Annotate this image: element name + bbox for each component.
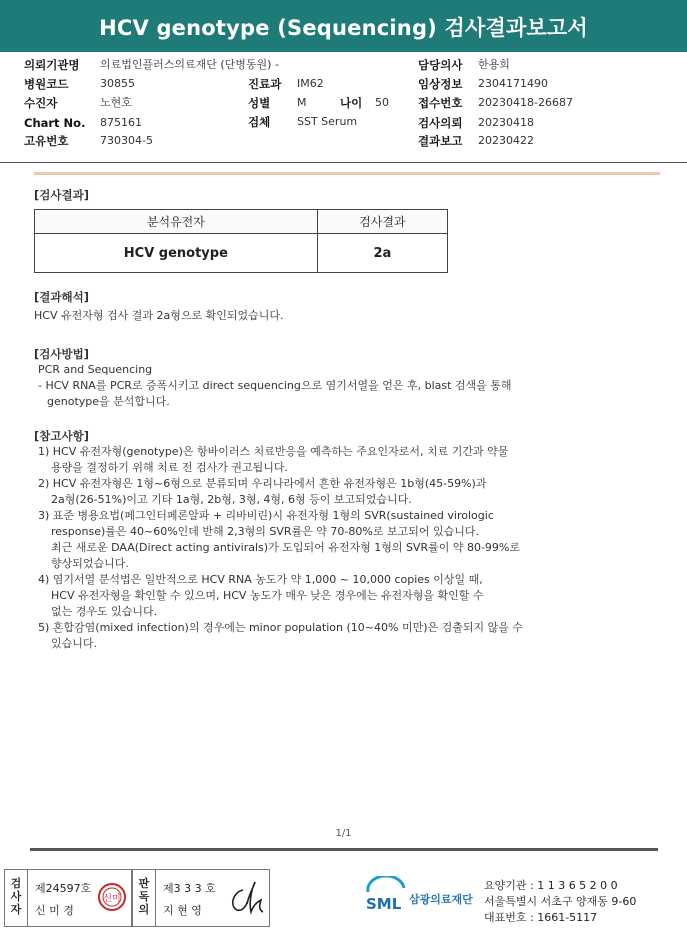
- results-table: [34, 209, 448, 273]
- receipt-value: 20230418-26687: [478, 96, 573, 109]
- method-line: genotype을 분석합니다.: [47, 395, 170, 408]
- reviewer-box: [132, 869, 270, 927]
- tester-box: [4, 869, 132, 927]
- tester-seal-text: 신미: [103, 894, 121, 904]
- reviewer-name: 지 현 영: [163, 904, 202, 917]
- report-date-value: 20230422: [478, 134, 534, 147]
- page-number: 1/1: [335, 828, 352, 839]
- phone: 대표번호 : 1661-5117: [484, 911, 598, 924]
- tester-seal-icon: [97, 882, 127, 912]
- dept-value: IM62: [297, 77, 324, 90]
- table-row: [35, 234, 448, 273]
- logo-text: SML: [366, 895, 402, 913]
- patient-value: 노현호: [100, 96, 132, 109]
- signature-icon: [225, 876, 267, 920]
- address: 서울특별시 서초구 양재동 9-60: [484, 895, 637, 908]
- method-line: PCR and Sequencing: [38, 363, 153, 376]
- header-divider: [0, 162, 687, 163]
- institution-value: 의료법인플러스의료재단 (단병동원) -: [100, 58, 279, 71]
- results-heading: [검사결과]: [34, 188, 89, 202]
- note-line: 없는 경우도 있습니다.: [51, 605, 158, 618]
- sex-value: M: [297, 96, 307, 109]
- age-value: 50: [375, 96, 389, 109]
- patient-label: 수진자: [24, 96, 58, 110]
- chart-value: 875161: [100, 116, 142, 129]
- note-line: 2a형(26-51%)이고 기타 1a형, 2b형, 3형, 4형, 6형 등이 보고되었습니다.: [51, 493, 412, 506]
- method-line: - HCV RNA를 PCR로 증폭시키고 direct sequencing으로 염기서열을 얻은 후, blast 검색을 통해: [38, 379, 512, 392]
- note-line: response)률은 40~60%인데 반해 2,3형의 SVR률은 약 70-80%로 보고되어 있습니다.: [51, 525, 479, 538]
- note-line: 1) HCV 유전자형(genotype)은 항바이러스 치료반응을 예측하는 주요인자로서, 치료 기간과 약물: [38, 445, 509, 458]
- hospital-code-value: 30855: [100, 77, 135, 90]
- note-line: 있습니다.: [51, 637, 98, 650]
- note-line: 용량을 결정하기 위해 치료 전 검사가 권고됩니다.: [51, 461, 288, 474]
- foundation-name: 삼광의료재단: [409, 893, 473, 906]
- age-label: 나이: [340, 96, 363, 110]
- col-gene-header: 분석유전자: [35, 210, 318, 234]
- sex-label: 성별: [248, 96, 271, 110]
- section-band: [34, 172, 660, 175]
- dept-label: 진료과: [248, 77, 282, 91]
- note-line: 2) HCV 유전자형은 1형~6형으로 분류되며 우리나라에서 흔한 유전자형은 1b형(45-59%)과: [38, 477, 487, 490]
- request-value: 20230418: [478, 116, 534, 129]
- clinical-value: 2304171490: [478, 77, 548, 90]
- institution-label: 의뢰기관명: [24, 58, 80, 72]
- tester-name: 신 미 경: [35, 904, 74, 917]
- request-label: 검사의뢰: [418, 116, 463, 130]
- reviewer-label: 판 독 의: [138, 877, 150, 916]
- doctor-value: 한용희: [478, 58, 510, 71]
- reviewer-license: 제3 3 3 호: [163, 882, 216, 895]
- method-heading: [검사방법]: [34, 347, 89, 361]
- interpretation-heading: [결과해석]: [34, 290, 89, 304]
- footer-divider: [30, 848, 658, 851]
- specimen-label: 검체: [248, 115, 271, 129]
- note-line: 3) 표준 병용요법(페그인터페론알파 + 리바비린)시 유전자형 1형의 SVR(sustained virologic: [38, 509, 494, 522]
- unique-value: 730304-5: [100, 134, 153, 147]
- org-code: 요양기관 : 1 1 3 6 5 2 0 0: [484, 879, 618, 892]
- doctor-label: 담당의사: [418, 58, 463, 72]
- hospital-code-label: 병원코드: [24, 77, 69, 91]
- col-result-header: 검사결과: [317, 210, 447, 234]
- receipt-label: 접수번호: [418, 96, 463, 110]
- patient-info: [0, 0, 687, 160]
- note-line: 5) 혼합감염(mixed infection)의 경우에는 minor population (10~40% 미만)은 검출되지 않을 수: [38, 621, 523, 634]
- chart-label: Chart No.: [24, 116, 86, 130]
- report-title: HCV genotype (Sequencing) 검사결과보고서: [99, 16, 588, 40]
- notes-heading: [참고사항]: [34, 429, 89, 443]
- tester-license: 제24597호: [35, 882, 92, 895]
- note-line: 향상되었습니다.: [51, 557, 129, 570]
- gene-cell: HCV genotype: [35, 234, 318, 273]
- specimen-value: SST Serum: [297, 115, 358, 128]
- note-line: 4) 염기서열 분석법은 일반적으로 HCV RNA 농도가 약 1,000 ~ 10,000 copies 이상일 때,: [38, 573, 483, 586]
- report-date-label: 결과보고: [418, 134, 463, 148]
- unique-label: 고유번호: [24, 134, 69, 148]
- tester-label: 검 사 자: [10, 877, 22, 916]
- interpretation-text: HCV 유전자형 검사 결과 2a형으로 확인되었습니다.: [34, 309, 284, 322]
- sml-logo-icon: [364, 876, 408, 916]
- note-line: HCV 유전자형을 확인할 수 있으며, HCV 농도가 매우 낮은 경우에는 유전자형을 확인할 수: [51, 589, 484, 602]
- note-line: 최근 새로운 DAA(Direct acting antivirals)가 도입되어 유전자형 1형의 SVR률이 약 80-99%로: [51, 541, 521, 554]
- clinical-label: 임상정보: [418, 77, 463, 91]
- result-cell: 2a: [317, 234, 447, 273]
- table-header-row: [35, 210, 448, 234]
